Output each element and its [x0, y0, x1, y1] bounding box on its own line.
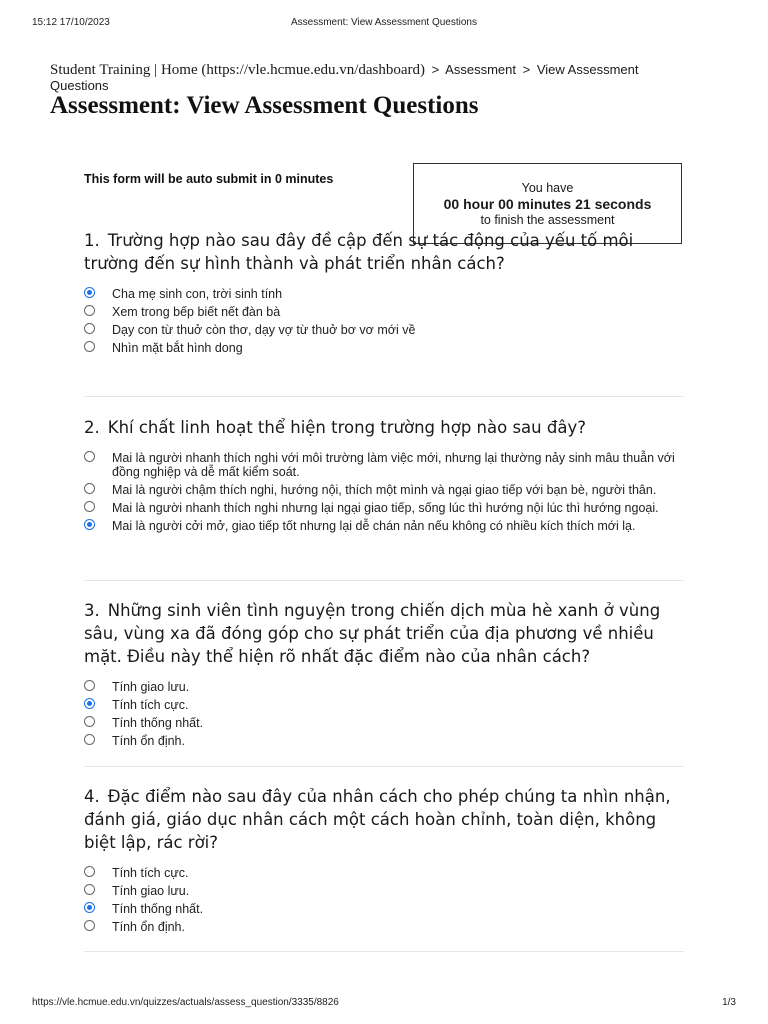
answer-option[interactable] [84, 519, 686, 533]
question-text [84, 229, 686, 275]
timer-suffix: to finish the assessment [480, 213, 615, 227]
question-body: Đặc điểm nào sau đây của nhân cách cho phép chúng ta nhìn nhận, đánh giá, giáo dục nhân cách một cách hoàn chỉnh, toàn diện, không biệt lập, rác rời? [84, 787, 671, 852]
answer-options [84, 451, 686, 533]
print-document-title: Assessment: View Assessment Questions [290, 17, 477, 28]
timer-prefix: You have [521, 181, 574, 195]
question-divider [84, 580, 684, 581]
answer-label: Tính giao lưu. [112, 884, 190, 898]
answer-options [84, 680, 686, 748]
question-body: Những sinh viên tình nguyện trong chiến dịch mùa hè xanh ở vùng sâu, vùng xa đã đóng góp cho sự phát triển của địa phương về nhiều mặt. Điều này thể hiện rõ nhất đặc điểm nào của nhân cách? [84, 601, 661, 666]
radio-button-selected[interactable] [84, 519, 95, 530]
page-title: Assessment: View Assessment Questions [50, 92, 479, 119]
radio-button[interactable] [84, 323, 95, 334]
answer-label: Tính tích cực. [112, 866, 189, 880]
print-url: https://vle.hcmue.edu.vn/quizzes/actuals/assess_question/3335/8826 [32, 997, 339, 1008]
answer-label: Tính ổn định. [112, 920, 185, 934]
radio-button-selected[interactable] [84, 287, 95, 298]
answer-label: Tính giao lưu. [112, 680, 190, 694]
breadcrumb-separator: > [431, 62, 440, 77]
question-divider [84, 951, 684, 952]
answer-label: Cha mẹ sinh con, trời sinh tính [112, 287, 283, 301]
answer-label: Tính thống nhất. [112, 902, 204, 916]
auto-submit-notice: This form will be auto submit in 0 minutes [84, 172, 334, 186]
question-text [84, 785, 686, 854]
answer-option[interactable] [84, 341, 686, 355]
breadcrumb-current: View Assessment Questions [50, 62, 639, 93]
radio-button-selected[interactable] [84, 902, 95, 913]
breadcrumb-assessment-link[interactable]: Assessment [445, 62, 516, 77]
question-number: 4. [84, 787, 100, 806]
radio-button[interactable] [84, 866, 95, 877]
answer-option[interactable] [84, 501, 686, 515]
question-2 [84, 416, 686, 537]
answer-option[interactable] [84, 866, 686, 880]
answer-option[interactable] [84, 680, 686, 694]
answer-label: Mai là người nhanh thích nghi với môi trường làm việc mới, nhưng lại thường nảy sinh mâu thuẫn với đồng nghiệp và dễ mất kiểm soát. [112, 451, 675, 479]
answer-option[interactable] [84, 451, 686, 479]
answer-option[interactable] [84, 716, 686, 730]
radio-button[interactable] [84, 884, 95, 895]
answer-options [84, 287, 686, 355]
print-header [32, 17, 736, 31]
print-timestamp: 15:12 17/10/2023 [32, 17, 110, 28]
answer-option[interactable] [84, 884, 686, 898]
question-1 [84, 229, 686, 359]
question-body: Khí chất linh hoạt thể hiện trong trường hợp nào sau đây? [107, 418, 586, 437]
print-footer [32, 997, 736, 1011]
radio-button[interactable] [84, 680, 95, 691]
answer-label: Tính tích cực. [112, 698, 189, 712]
answer-option[interactable] [84, 323, 686, 337]
answer-label: Tính ổn định. [112, 734, 185, 748]
answer-options [84, 866, 686, 934]
answer-option[interactable] [84, 698, 686, 712]
answer-option[interactable] [84, 902, 686, 916]
radio-button[interactable] [84, 341, 95, 352]
question-number: 1. [84, 231, 100, 250]
radio-button[interactable] [84, 716, 95, 727]
radio-button[interactable] [84, 734, 95, 745]
question-3 [84, 599, 686, 752]
answer-option[interactable] [84, 287, 686, 301]
question-number: 2. [84, 418, 100, 437]
answer-label: Mai là người cởi mở, giao tiếp tốt nhưng lại dễ chán nản nếu không có nhiều kích thích mới lạ. [112, 519, 636, 533]
answer-label: Tính thống nhất. [112, 716, 204, 730]
radio-button[interactable] [84, 483, 95, 494]
answer-label: Nhìn mặt bắt hình dong [112, 341, 243, 355]
timer-remaining: 00 hour 00 minutes 21 seconds [443, 196, 652, 212]
answer-option[interactable] [84, 734, 686, 748]
print-page-number: 1/3 [722, 997, 736, 1008]
answer-label: Dạy con từ thuở còn thơ, dạy vợ từ thuở bơ vơ mới về [112, 323, 416, 337]
radio-button[interactable] [84, 305, 95, 316]
breadcrumb-home-link[interactable]: Student Training | Home (https://vle.hcmue.edu.vn/dashboard) [50, 62, 426, 78]
question-divider [84, 766, 684, 767]
question-divider [84, 396, 684, 397]
question-number: 3. [84, 601, 100, 620]
answer-label: Mai là người nhanh thích nghi nhưng lại ngại giao tiếp, sống lúc thì hướng nội lúc thì hướng ngoại. [112, 501, 659, 515]
question-body: Trường hợp nào sau đây đề cập đến sự tác động của yếu tố môi trường đến sự hình thành và phát triển nhân cách? [84, 231, 634, 273]
answer-option[interactable] [84, 920, 686, 934]
answer-option[interactable] [84, 305, 686, 319]
radio-button[interactable] [84, 920, 95, 931]
question-4 [84, 785, 686, 938]
answer-label: Mai là người chậm thích nghi, hướng nội, thích một mình và ngại giao tiếp với bạn bè, người thân. [112, 483, 657, 497]
breadcrumb [50, 62, 650, 93]
question-text [84, 416, 686, 439]
breadcrumb-separator: > [522, 62, 531, 77]
question-text [84, 599, 686, 668]
radio-button[interactable] [84, 501, 95, 512]
answer-option[interactable] [84, 483, 686, 497]
radio-button-selected[interactable] [84, 698, 95, 709]
answer-label: Xem trong bếp biết nết đàn bà [112, 305, 281, 319]
radio-button[interactable] [84, 451, 95, 462]
